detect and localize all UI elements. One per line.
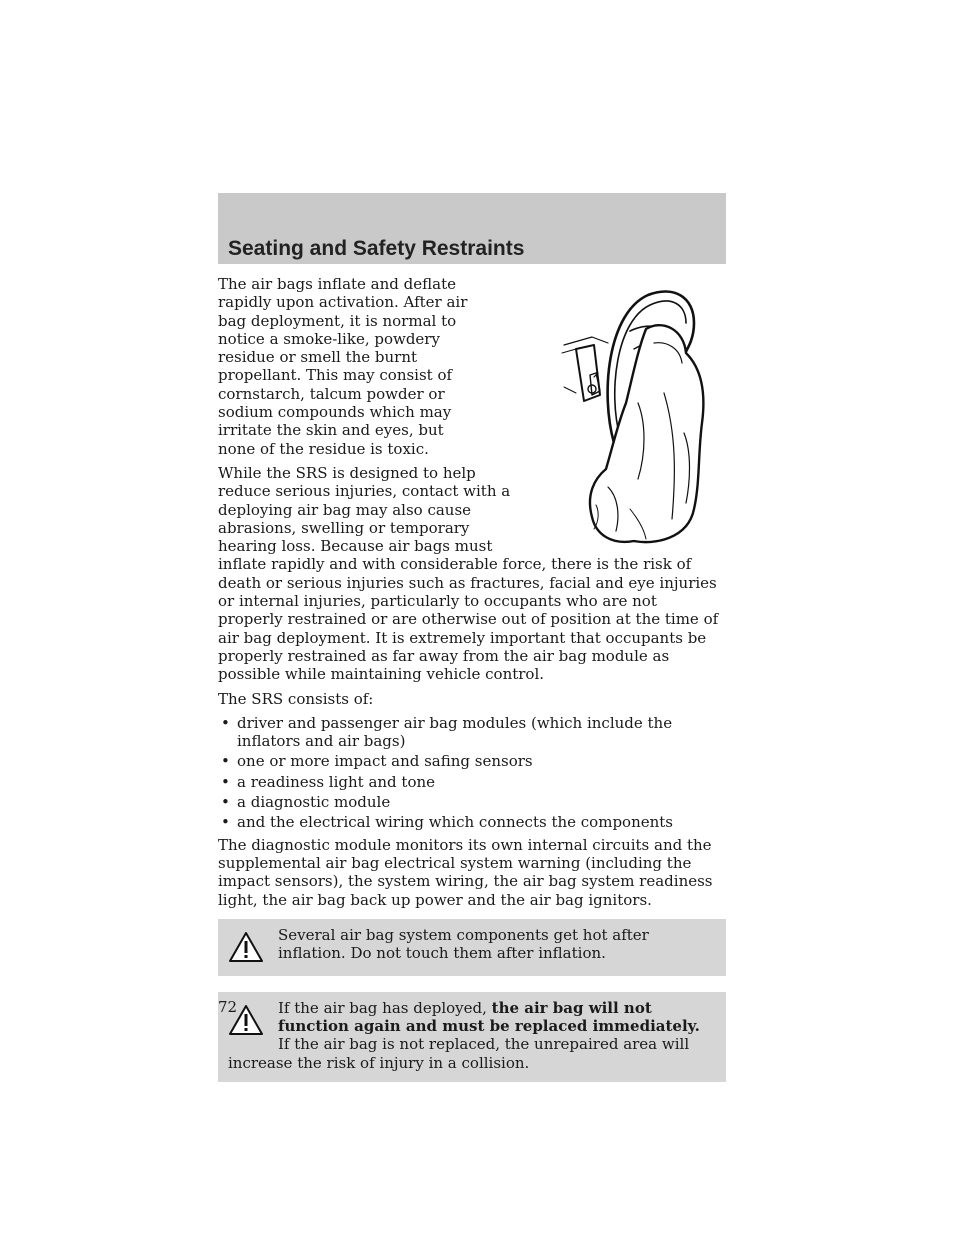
section-title: Seating and Safety Restraints [228,237,525,260]
warning-triangle-icon [228,930,264,964]
paragraph-diagnostic-module: The diagnostic module monitors its own internal circuits and the supplemental air bag electrical system warning (including the impact sensors), the system wiring, the air bag system readiness light, the air bag back up power and the air bag ignitors. [218,835,713,909]
paragraph-residue: The air bags inflate and deflate rapidly upon activation. After air bag deployment, it is normal to notice a smoke-like, powdery residue or smell the burnt propellant. This may consist of cornstarch, talcum powder or sodium compounds which may irritate the skin and eyes, but none of the residue is toxic. [218,275,468,458]
airbag-deployment-illustration [534,283,734,555]
warning-text-lead: If the air bag has deployed, [278,998,492,1017]
list-item [218,752,726,770]
bullet-glyph: • [221,752,230,771]
list-item [218,813,726,831]
list-item-text: a readiness light and tone [237,772,436,791]
list-item-text: and the electrical wiring which connects the components [237,813,673,832]
list-item-text: one or more impact and safing sensors [237,752,533,771]
list-item-text: a diagnostic module [237,793,391,812]
bullet-glyph: • [221,772,230,791]
warning-box-hot-components [218,919,726,976]
steering-wheel-airbag-icon [534,283,734,555]
paragraph-srs-intro: The SRS consists of: [218,689,374,708]
warning-text-rest: If the air bag is not replaced, the unrepaired area will increase the risk of injury in a collision. [228,1035,690,1072]
bullet-glyph: • [221,713,230,732]
list-item [218,773,726,791]
warning-box-deployed-airbag [218,992,726,1082]
srs-components-list [218,714,726,832]
list-item-text: driver and passenger air bag modules (which include the inflators and air bags) [237,713,673,751]
page-content [218,275,726,1082]
warning-text: Several air bag system components get hot after inflation. Do not touch them after inflation. [278,925,649,963]
bullet-glyph: • [221,793,230,812]
paragraph-injury-risk: While the SRS is designed to help reduce serious injuries, contact with a deploying air bag may also cause abrasions, swelling or temporary hearing loss. Because air bags must inflate rapidly and with considerable force, there is the risk of death or serious injuries such as fractures, facial and eye injuries or internal injuries, particularly to occupants who are not properly restrained or are otherwise out of position at the time of air bag deployment. It is extremely important that occupants be properly restrained as far away from the air bag module as possible while maintaining vehicle control. [218,463,719,684]
list-item [218,793,726,811]
bullet-glyph: • [221,813,230,832]
warning-text [228,999,716,1072]
list-item [218,714,726,751]
page-number: 72 [218,998,238,1016]
section-header-band [218,193,726,264]
warning-text-bold: the air bag will not function again and must be replaced immediately. [278,998,700,1036]
